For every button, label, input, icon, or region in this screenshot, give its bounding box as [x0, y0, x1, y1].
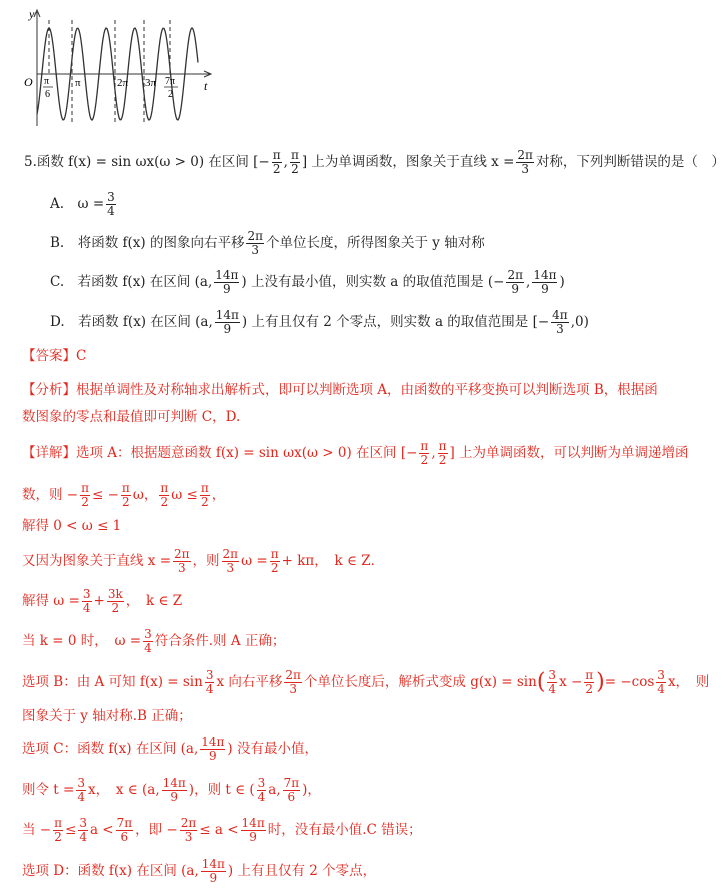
t-axis-label: t — [204, 79, 208, 93]
detail-line-6: 当 k = 0 时， ω = $\frac{3}{4}$ 符合条件.则 A 正确； — [22, 627, 286, 655]
detail-line-7: 选项 B：由 A 可知 f(x) = sin $\frac{3}{4}$ x 向右平移 $\frac{2\pi}{3}$ 个单位长度后，解析式变成 g(x) = sin( $\frac{3}{4}$ x − $\frac{\pi}{2}$ )= −cos $\frac{3}{4}$ x， 则 — [22, 668, 710, 696]
option-c: C. 若函数 f(x) 在区间 (a, $\frac{14\pi}{9}$ ) 上没有最小值，则实数 a 的取值范围是 (− $\frac{2\pi}{9}$ , $\frac{14\pi}{9}$ ) — [50, 268, 565, 296]
option-d: D. 若函数 f(x) 在区间 (a, $\frac{14\pi}{9}$ ) 上有且仅有 2 个零点，则实数 a 的取值范围是 [− $\frac{4\pi}{3}$ ,0) — [50, 308, 589, 336]
tick-3pi: 3π — [145, 77, 157, 89]
detail-line-2: 数，则 − $\frac{\pi}{2}$ ≤ − $\frac{\pi}{2}$ ω， $\frac{\pi}{2}$ ω ≤ $\frac{\pi}{2}$ ， — [22, 481, 226, 509]
origin-label: O — [24, 75, 33, 89]
detail-line-8: 图象关于 y 轴对称.B 正确； — [22, 708, 192, 724]
question-5-stem: 5.函数 f(x) = sin ωx(ω > 0) 在区间 [− $\frac{\pi}{2}$ , $\frac{\pi}{2}$ ] 上为单调函数，图象关于直线 x = $\frac{2\pi}{3}$ 对称，下列判断错误的是（ ） — [24, 148, 725, 176]
tick-pi6-den: 6 — [45, 89, 50, 100]
tick-pi6-num: π — [44, 76, 50, 87]
sine-graph — [20, 4, 220, 129]
detail-line-5: 解得 ω = $\frac{3}{4}$ + $\frac{3k}{2}$ ， k ∈ Z — [22, 587, 183, 615]
detail-line-9: 选项 C：函数 f(x) 在区间 (a, $\frac{14\pi}{9}$ ) 没有最小值， — [22, 735, 318, 763]
tick-2pi: 2π — [117, 77, 129, 89]
detail-line-12: 选项 D：函数 f(x) 在区间 (a, $\frac{14\pi}{9}$ ) 上有且仅有 2 个零点， — [22, 857, 377, 885]
detail-line-1: 【详解】选项 A：根据题意函数 f(x) = sin ωx(ω > 0) 在区间 [− $\frac{\pi}{2}$ , $\frac{\pi}{2}$ ] 上为单调函数，可以判断为单调递增函 — [22, 439, 689, 467]
option-a: A. ω = $\frac{3}{4}$ — [50, 190, 115, 218]
analysis-line-1: 【分析】根据单调性及对称轴求出解析式，即可以判断选项 A，由函数的平移变换可以判断选项 B，根据函 — [22, 382, 658, 398]
detail-line-10: 则令 t = $\frac{3}{4}$ x， x ∈ (a, $\frac{14\pi}{9}$ )，则 t ∈ ( $\frac{3}{4}$ a, $\frac{7\pi}{6}$ )， — [22, 776, 321, 804]
analysis-line-2: 数图象的零点和最值即可判断 C，D. — [22, 409, 241, 425]
answer-line: 【答案】C — [22, 348, 87, 364]
detail-line-4: 又因为图象关于直线 x = $\frac{2\pi}{3}$ ，则 $\frac{2\pi}{3}$ ω = $\frac{\pi}{2}$ + kπ， k ∈ Z． — [22, 547, 385, 575]
tick-7pi2-num: 7π — [165, 76, 176, 87]
tick-7pi2-den: 2 — [168, 89, 173, 100]
detail-line-3: 解得 0 < ω ≤ 1 — [22, 518, 122, 534]
option-b: B. 将函数 f(x) 的图象向右平移 $\frac{2\pi}{3}$ 个单位长度，所得图象关于 y 轴对称 — [50, 229, 485, 257]
detail-line-11: 当 − $\frac{\pi}{2}$ ≤ $\frac{3}{4}$ a < $\frac{7\pi}{6}$ ，即 − $\frac{2\pi}{3}$ ≤ a < $\frac{14\pi}{9}$ 时，没有最小值.C 错误； — [22, 816, 422, 844]
y-axis-label: y — [29, 7, 35, 21]
tick-pi: π — [75, 77, 81, 89]
